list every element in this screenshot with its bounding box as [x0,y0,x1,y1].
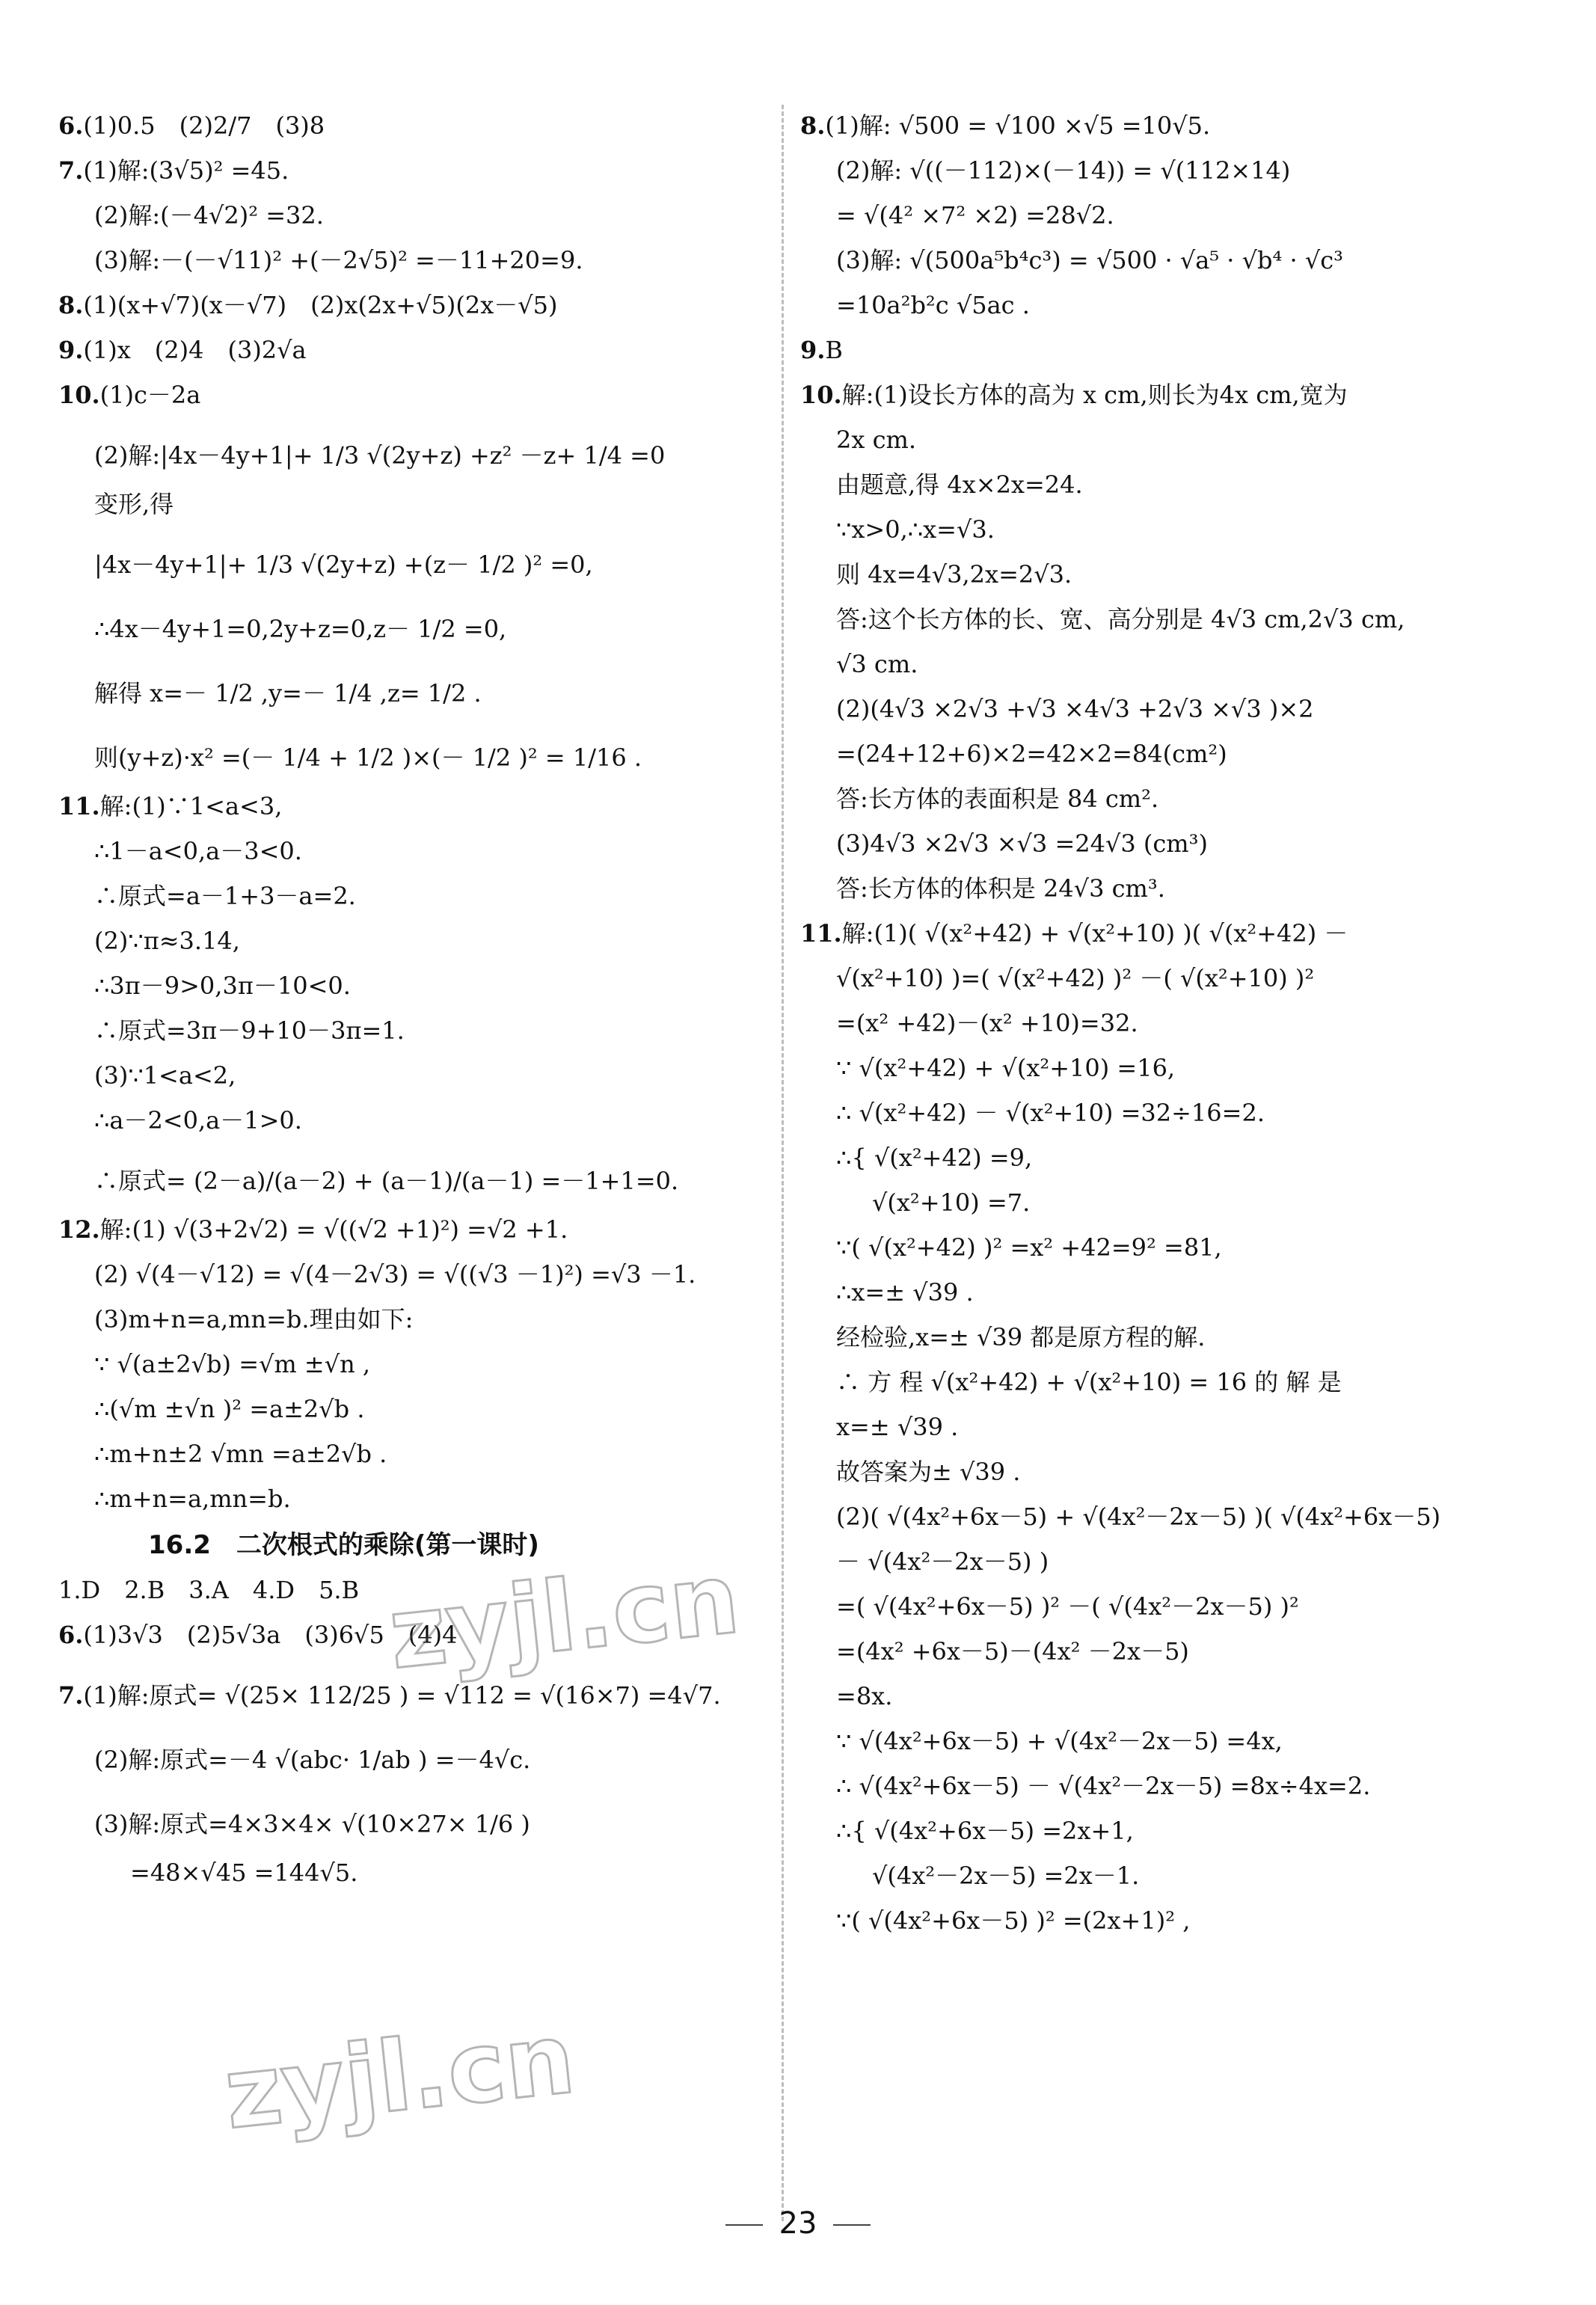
answer-line [800,423,1548,468]
answer-line [800,378,1548,423]
answer-text: 解:(1)∵1<a<3, [99,792,283,820]
question-number: 6. [58,1621,84,1649]
answer-line [800,827,1548,872]
answer-line [58,1104,776,1149]
answer-line [800,603,1548,648]
answer-text: (3)解:原式=4×3×4× √(10×27× 1/6 ) [94,1810,530,1838]
answer-text: ∴x=± √39 . [836,1278,974,1307]
answer-text: =(4x² +6x－5)－(4x² －2x－5) [836,1637,1189,1666]
answer-line [800,693,1548,737]
answer-line [800,872,1548,917]
answer-line [800,1590,1548,1635]
answer-line [800,558,1548,603]
answer-text: =8x. [836,1682,893,1710]
answer-text: 解:(1) √(3+2√2) = √((√2 +1)²) =√2 +1. [99,1215,568,1244]
answer-line [800,1096,1548,1141]
answer-text: 答:长方体的体积是 24√3 cm³. [836,874,1165,903]
answer-text: ∴{ √(4x²+6x－5) =2x+1, [836,1817,1134,1845]
answer-text: ∴m+n=a,mn=b. [94,1485,291,1513]
answer-line [800,1680,1548,1725]
column-divider [782,105,784,2221]
answer-line [800,1411,1548,1455]
answer-text: (2)解:|4x－4y+1|+ 1/3 √(2y+z) +z² －z+ 1/4 =0 [94,441,666,470]
answer-line [800,1814,1548,1859]
answer-text: 解得 x=－ 1/2 ,y=－ 1/4 ,z= 1/2 . [94,679,482,708]
answer-text: (3)m+n=a,mn=b.理由如下: [94,1305,414,1333]
answer-line [800,109,1548,154]
answer-line [58,880,776,924]
answer-text: 故答案为± √39 . [836,1458,1021,1486]
answer-text: ∴原式= (2－a)/(a－2) + (a－1)/(a－1) =－1+1=0. [94,1167,679,1195]
footer-dash-right [833,2224,871,2226]
answer-line [58,1059,776,1104]
answer-text: 16.2 二次根式的乘除(第一课时) [148,1530,539,1560]
answer-line [58,969,776,1014]
answer-text: ∴{ √(x²+42) =9, [836,1144,1033,1172]
answer-text: (1)0.5 (2)2/7 (3)8 [83,111,325,140]
answer-text: 则 4x=4√3,2x=2√3. [836,560,1072,589]
answer-line [800,244,1548,289]
answer-text: √(x²+10) )=( √(x²+42) )² －( √(x²+10) )² [836,964,1315,992]
answer-line [800,1545,1548,1590]
answer-text: ∴原式=a－1+3－a=2. [94,882,356,910]
question-number: 10. [800,381,842,409]
answer-text: √(x²+10) =7. [872,1188,1031,1217]
answer-text: ∴原式=3π－9+10－3π=1. [94,1016,405,1045]
answer-text: x=± √39 . [836,1413,959,1441]
answer-line [58,835,776,880]
answer-text: (2)解: √((－112)×(－14)) = √(112×14) [836,156,1291,185]
answer-text: ∵x>0,∴x=√3. [836,515,995,544]
answer-text: ∴(√m ±√n )² =a±2√b . [94,1395,365,1423]
answer-line [58,1482,776,1527]
answer-line [800,1366,1548,1411]
answer-text: 答:这个长方体的长、宽、高分别是 4√3 cm,2√3 cm, [836,605,1405,633]
answer-line [58,1437,776,1482]
answer-text: (3)解: √(500a⁵b⁴c³) = √500 · √a⁵ · √b⁴ · √c³ [836,246,1344,274]
answer-line [58,1303,776,1348]
answer-text: (1)3√3 (2)5√3a (3)6√5 (4)4 [83,1621,458,1649]
answer-line [800,1500,1548,1545]
answer-line [800,917,1548,962]
answer-line [800,1904,1548,1949]
answer-line [800,513,1548,558]
answer-text: (2)(4√3 ×2√3 +√3 ×4√3 +2√3 ×√3 )×2 [836,695,1314,723]
answer-text: 变形,得 [94,490,174,518]
answer-text: ∵ √(4x²+6x－5) + √(4x²－2x－5) =4x, [836,1727,1283,1755]
answer-line [800,1725,1548,1770]
answer-line [800,154,1548,199]
page-number: 23 [779,2206,817,2241]
answer-line [58,378,776,423]
answer-line [800,1007,1548,1052]
answer-text: |4x－4y+1|+ 1/3 √(2y+z) +(z－ 1/2 )² =0, [94,550,593,579]
question-number: 12. [58,1215,100,1244]
answer-text: (2)解:(－4√2)² =32. [94,201,324,230]
answer-text: ∴4x－4y+1=0,2y+z=0,z－ 1/2 =0, [94,615,507,643]
answer-line [800,782,1548,827]
answer-line [800,1635,1548,1680]
answer-line [800,962,1548,1007]
answer-text: √(4x²－2x－5) =2x－1. [872,1862,1140,1890]
answer-text: =(24+12+6)×2=42×2=84(cm²) [836,740,1227,768]
answer-line [800,1052,1548,1096]
answer-text: 由题意,得 4x×2x=24. [836,470,1083,499]
answer-text: (3)解:－(－√11)² +(－2√5)² =－11+20=9. [94,246,583,274]
answer-line [58,661,776,725]
answer-text: ∴3π－9>0,3π－10<0. [94,972,351,1000]
answer-text: (3)4√3 ×2√3 ×√3 =24√3 (cm³) [836,829,1208,858]
answer-line [58,334,776,378]
answer-line [58,1792,776,1856]
answer-text: ∵( √(4x²+6x－5) )² =(2x+1)² , [836,1906,1191,1935]
answer-text: 答:长方体的表面积是 84 cm². [836,785,1159,813]
answer-text: =10a²b²c √5ac . [836,291,1030,319]
answer-text: =(x² +42)－(x² +10)=32. [836,1009,1138,1037]
answer-text: (1)解: √500 = √100 ×√5 =10√5. [825,111,1211,140]
answer-line [58,1728,776,1792]
answer-line [800,468,1548,513]
answer-text: ∵ √(x²+42) + √(x²+10) =16, [836,1054,1176,1082]
question-number: 10. [58,381,100,409]
answer-line [58,154,776,199]
answer-text: 解:(1)设长方体的高为 x cm,则长为4x cm,宽为 [841,381,1348,409]
answer-text: 2x cm. [836,426,917,454]
answer-line [58,1856,776,1901]
watermark-logo: zyjl.cn [384,1541,745,1692]
answer-text: (3)∵1<a<2, [94,1061,236,1090]
answer-line [58,1014,776,1059]
answer-text: ∴1－a<0,a－3<0. [94,837,302,865]
answer-text: － √(4x²－2x－5) ) [836,1547,1049,1576]
answer-line [58,109,776,154]
answer-text: ∵( √(x²+42) )² =x² +42=9² =81, [836,1233,1222,1262]
question-number: 9. [800,336,826,364]
answer-line [800,1770,1548,1814]
right-column [800,109,1548,1949]
answer-text: ∴ √(4x²+6x－5) － √(4x²－2x－5) =8x÷4x=2. [836,1772,1371,1800]
question-number: 11. [58,792,100,820]
answer-text: (1)解:(3√5)² =45. [83,156,289,185]
question-number: 8. [800,111,826,140]
answer-line [800,737,1548,782]
answer-text: 则(y+z)·x² =(－ 1/4 + 1/2 )×(－ 1/2 )² = 1/16 . [94,743,642,772]
answer-text: =48×√45 =144√5. [130,1859,358,1887]
answer-line [58,423,776,488]
answer-text: 经检验,x=± √39 都是原方程的解. [836,1323,1206,1351]
answer-line [58,597,776,661]
answer-line [58,532,776,597]
question-number: 11. [800,919,842,948]
answer-line [800,1231,1548,1276]
answer-text: (2)∵π≈3.14, [94,927,240,955]
footer-dash-left [725,2224,763,2226]
answer-text: (2)解:原式=－4 √(abc· 1/ab ) =－4√c. [94,1746,531,1774]
answer-text: (2)( √(4x²+6x－5) + √(4x²－2x－5) )( √(4x²+6x－5) [836,1503,1441,1531]
answer-line [800,199,1548,244]
answer-text: ∵ √(a±2√b) =√m ±√n , [94,1350,371,1378]
answer-text: (1)c－2a [99,381,201,409]
answer-line [800,648,1548,693]
answer-line [800,289,1548,334]
question-number: 7. [58,1681,84,1710]
answer-line [58,244,776,289]
answer-text: 解:(1)( √(x²+42) + √(x²+10) )( √(x²+42) － [841,919,1348,948]
answer-text: (1)x (2)4 (3)2√a [83,336,307,364]
answer-text: =( √(4x²+6x－5) )² －( √(4x²－2x－5) )² [836,1592,1299,1621]
answer-text: B [825,336,843,364]
answer-line [58,488,776,532]
answer-line [58,924,776,969]
answer-line [58,1258,776,1303]
answer-line [800,1321,1548,1366]
answer-text: (2) √(4－√12) = √(4－2√3) = √((√3 －1)²) =√3 －1. [94,1260,696,1289]
answer-text: ∴a－2<0,a－1>0. [94,1106,302,1135]
answer-line [800,1141,1548,1186]
answer-text: = √(4² ×7² ×2) =28√2. [836,201,1114,230]
question-number: 6. [58,111,84,140]
answer-line [58,1149,776,1213]
answer-text: (1)解:原式= √(25× 112/25 ) = √112 = √(16×7) =4√7. [83,1681,721,1710]
answer-line [58,790,776,835]
answer-line [800,1859,1548,1904]
answer-line [800,1186,1548,1231]
question-number: 9. [58,336,84,364]
answer-line [58,1213,776,1258]
answer-line [58,1393,776,1437]
answer-text: ∴ 方 程 √(x²+42) + √(x²+10) = 16 的 解 是 [836,1368,1342,1396]
answer-text: ∴m+n±2 √mn =a±2√b . [94,1440,387,1468]
answer-text: (1)(x+√7)(x－√7) (2)x(2x+√5)(2x－√5) [83,291,558,319]
answer-line [58,1348,776,1393]
answer-line [800,1276,1548,1321]
answer-line [58,289,776,334]
page-footer [0,2206,1596,2241]
answer-line [58,725,776,790]
answer-text: 1.D 2.B 3.A 4.D 5.B [58,1576,360,1604]
watermark-logo: zyjl.cn [219,2001,580,2152]
answer-line [800,1455,1548,1500]
answer-line [800,334,1548,378]
question-number: 7. [58,156,84,185]
answer-line [58,199,776,244]
answer-text: √3 cm. [836,650,918,678]
answer-text: ∴ √(x²+42) － √(x²+10) =32÷16=2. [836,1099,1265,1127]
question-number: 8. [58,291,84,319]
